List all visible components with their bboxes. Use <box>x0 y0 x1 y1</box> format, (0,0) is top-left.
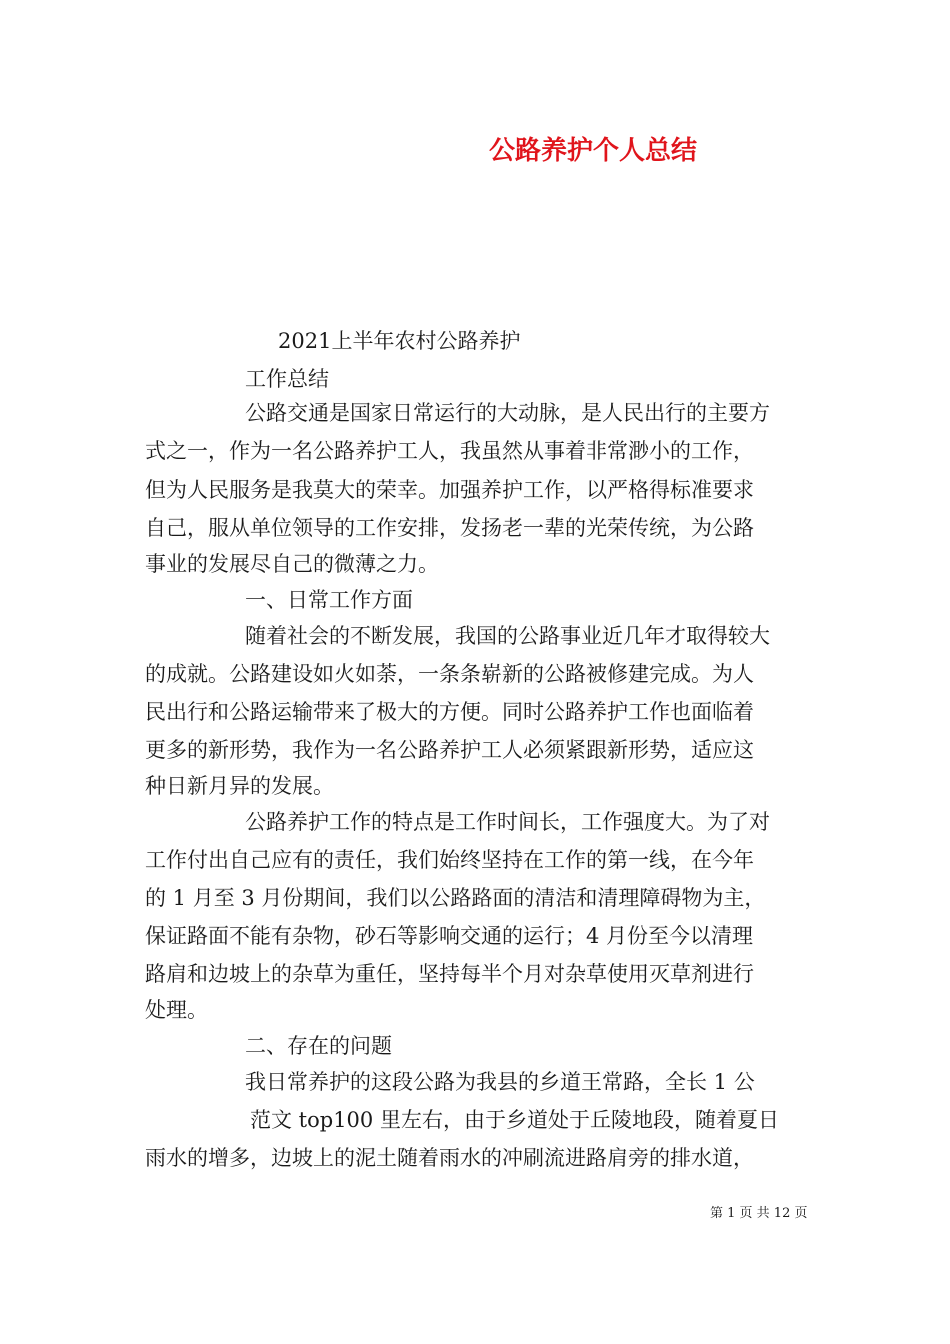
body-line: 范文 top100 里左右，由于乡道处于丘陵地段，随着夏日 <box>250 1108 779 1132</box>
body-line: 路肩和边坡上的杂草为重任，坚持每半个月对杂草使用灭草剂进行 <box>145 962 754 986</box>
body-line: 民出行和公路运输带来了极大的方便。同时公路养护工作也面临着 <box>145 700 754 724</box>
body-line: 工作付出自己应有的责任，我们始终坚持在工作的第一线，在今年 <box>145 848 754 872</box>
body-line: 更多的新形势，我作为一名公路养护工人必须紧跟新形势，适应这 <box>145 738 754 762</box>
body-line: 随着社会的不断发展，我国的公路事业近几年才取得较大 <box>245 624 770 648</box>
section-heading-1: 一、日常工作方面 <box>245 588 413 612</box>
body-line: 处理。 <box>145 998 208 1022</box>
section-heading-2: 二、存在的问题 <box>245 1034 392 1058</box>
body-line: 自己，服从单位领导的工作安排，发扬老一辈的光荣传统，为公路 <box>145 516 754 540</box>
document-title: 公路养护个人总结 <box>489 136 698 166</box>
body-line: 雨水的增多，边坡上的泥土随着雨水的冲刷流进路肩旁的排水道， <box>145 1146 754 1170</box>
body-line: 的成就。公路建设如火如荼，一条条崭新的公路被修建完成。为人 <box>145 662 754 686</box>
body-line: 式之一，作为一名公路养护工人，我虽然从事着非常渺小的工作， <box>145 439 754 463</box>
subtitle-line-1: 2021上半年农村公路养护 <box>278 329 521 353</box>
body-line: 的 1 月至 3 月份期间，我们以公路路面的清洁和清理障碍物为主， <box>145 886 766 910</box>
page-number-footer: 第 1 页 共 12 页 <box>710 1206 808 1221</box>
body-line: 我日常养护的这段公路为我县的乡道王常路，全长 1 公 <box>245 1070 755 1094</box>
subtitle-line-2: 工作总结 <box>245 367 329 391</box>
body-line: 公路交通是国家日常运行的大动脉，是人民出行的主要方 <box>245 401 770 425</box>
body-line: 种日新月异的发展。 <box>145 774 334 798</box>
body-line: 公路养护工作的特点是工作时间长，工作强度大。为了对 <box>245 810 770 834</box>
body-line: 事业的发展尽自己的微薄之力。 <box>145 552 439 576</box>
body-line: 保证路面不能有杂物，砂石等影响交通的运行；4 月份至今以清理 <box>145 924 754 948</box>
body-line: 但为人民服务是我莫大的荣幸。加强养护工作，以严格得标准要求 <box>145 478 754 502</box>
